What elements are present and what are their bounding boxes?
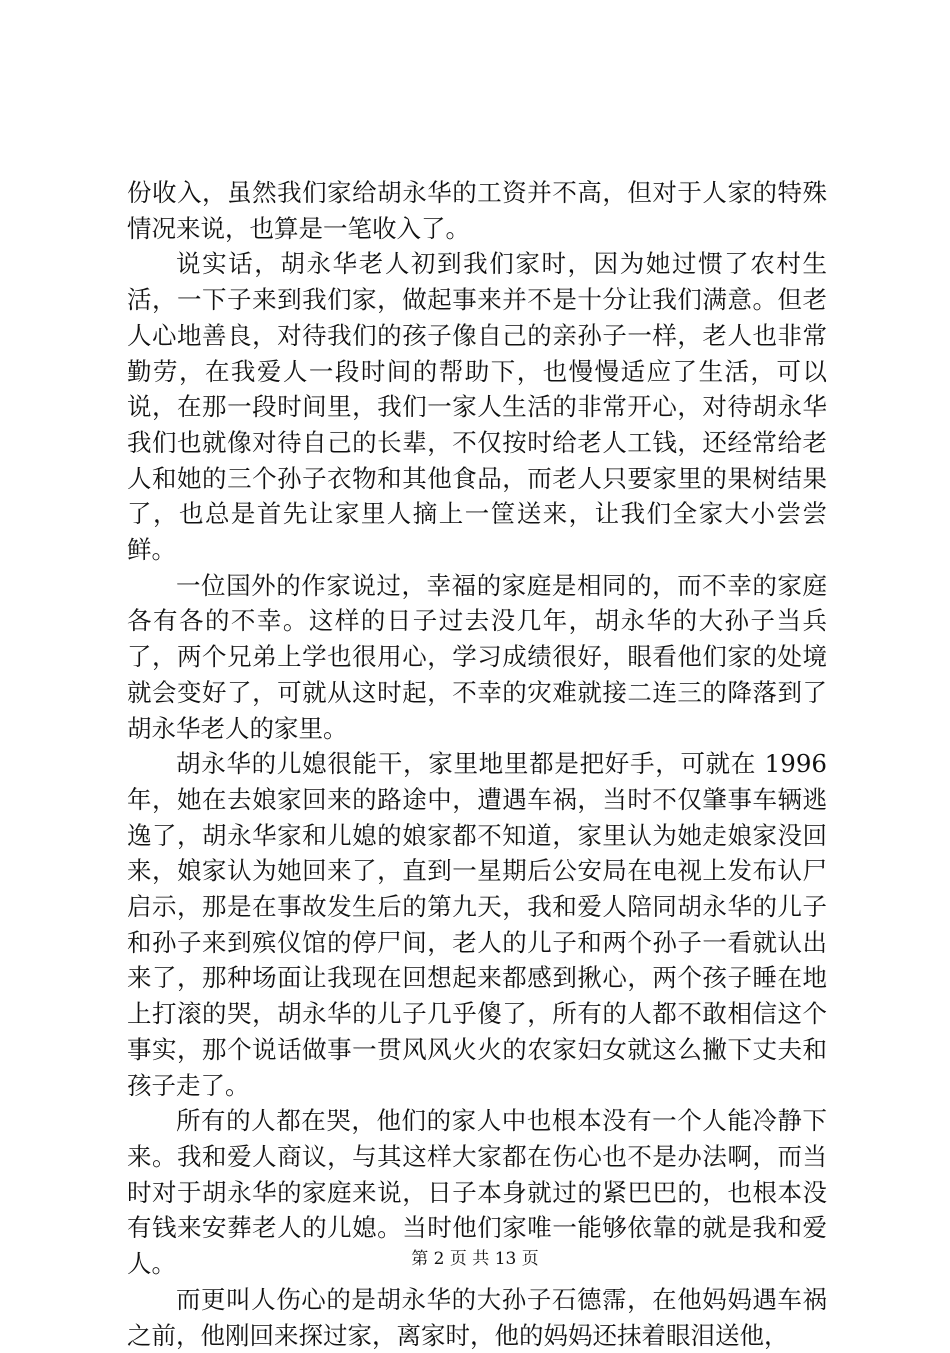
document-body — [127, 175, 827, 1353]
paragraph: 胡永华的儿媳很能干，家里地里都是把好手，可就在 1996 年，她在去娘家回来的路途中，遭遇车祸，当时不仅肇事车辆逃逸了，胡永华家和儿媳的娘家都不知道，家里认为她走娘家没回来，娘家认为她回来了，直到一星期后公安局在电视上发布认尸启示，那是在事故发生后的第九天，我和爱人陪同胡永华的儿子和孙子来到殡仪馆的停尸间，老人的儿子和两个孙子一看就认出来了，那种场面让我现在回想起来都感到揪心，两个孩子睡在地上打滚的哭，胡永华的儿子几乎傻了，所有的人都不敢相信这个事实，那个说话做事一贯风风火火的农家妇女就这么撇下丈夫和孩子走了。 — [127, 749, 827, 1100]
paragraph: 而更叫人伤心的是胡永华的大孙子石德霈，在他妈妈遇车祸之前，他刚回来探过家，离家时，他的妈妈还抹着眼泪送他， — [127, 1284, 827, 1350]
paragraph: 一位国外的作家说过，幸福的家庭是相同的，而不幸的家庭各有各的不幸。这样的日子过去没几年，胡永华的大孙子当兵了，两个兄弟上学也很用心，学习成绩很好，眼看他们家的处境就会变好了，可就从这时起，不幸的灾难就接二连三的降落到了胡永华老人的家里。 — [127, 570, 827, 743]
paragraph-continuation: 份收入，虽然我们家给胡永华的工资并不高，但对于人家的特殊情况来说，也算是一笔收入了。 — [127, 178, 827, 243]
page-number-footer: 第 2 页 共 13 页 — [411, 1249, 539, 1269]
paragraph: 所有的人都在哭，他们的家人中也根本没有一个人能冷静下来。我和爱人商议，与其这样大家都在伤心也不是办法啊，而当时对于胡永华的家庭来说，日子本身就过的紧巴巴的，也根本没有钱来安葬老人的儿媳。当时他们家唯一能够依靠的就是我和爱人。 — [127, 1106, 827, 1279]
paragraph: 说实话，胡永华老人初到我们家时，因为她过惯了农村生活，一下子来到我们家，做起事来并不是十分让我们满意。但老人心地善良，对待我们的孩子像自己的亲孙子一样，老人也非常勤劳，在我爱人一段时间的帮助下，也慢慢适应了生活，可以说，在那一段时间里，我们一家人生活的非常开心，对待胡永华我们也就像对待自己的长辈，不仅按时给老人工钱，还经常给老人和她的三个孙子衣物和其他食品，而老人只要家里的果树结果了，也总是首先让家里人摘上一筐送来，让我们全家大小尝尝鲜。 — [127, 249, 827, 565]
